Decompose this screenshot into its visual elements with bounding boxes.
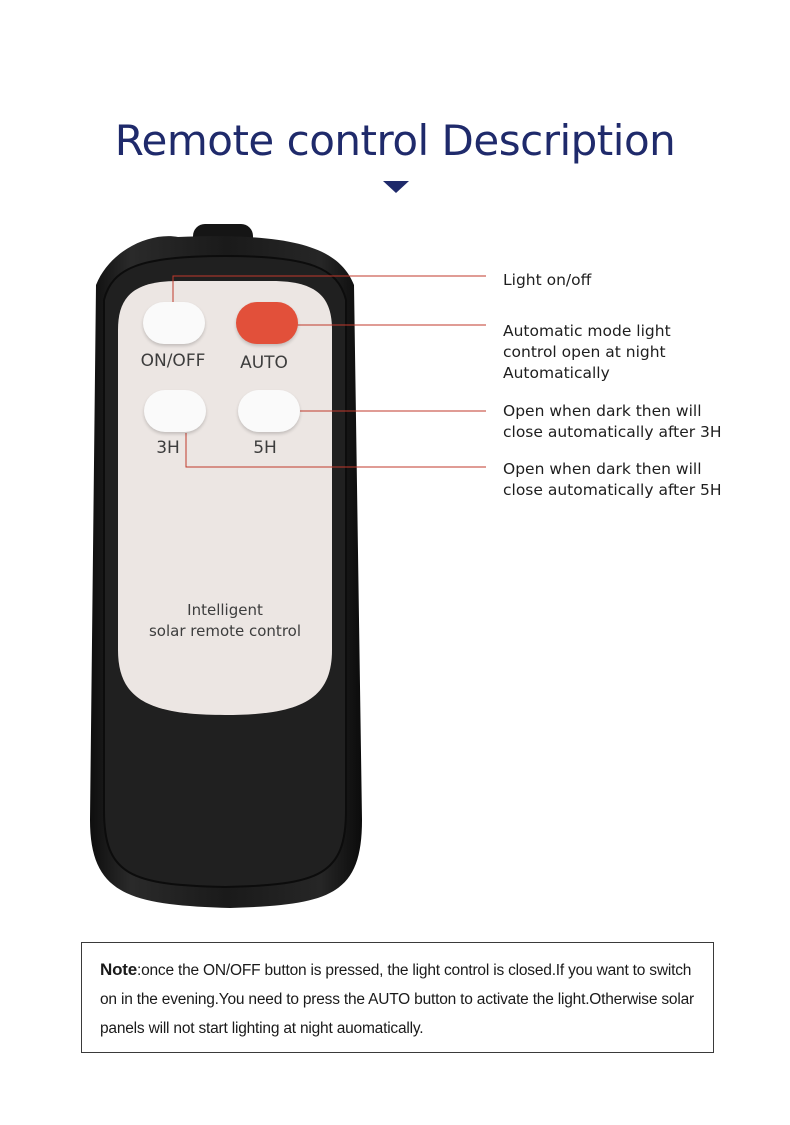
callout-auto-mode: Automatic mode light control open at night Automatically: [503, 322, 671, 382]
note-body: :once the ON/OFF button is pressed, the light control is closed.If you want to switch on in the evening.You need to press the AUTO button to activate the light.Otherwise solar panels will not start lighting at night auomatically.: [100, 962, 694, 1037]
callout-3h: Open when dark then will close automatically after 3H: [503, 402, 722, 441]
brand-line-2: solar remote control: [148, 622, 301, 640]
page-title: Remote control Description: [114, 116, 676, 165]
callout-light-on-off: Light on/off: [503, 271, 592, 289]
face-plate: [118, 281, 332, 715]
note-text: [100, 955, 705, 1043]
3h-button[interactable]: [144, 390, 206, 432]
5h-label: 5H: [253, 438, 277, 458]
5h-button[interactable]: [238, 390, 300, 432]
auto-label: AUTO: [240, 353, 288, 373]
on-off-button[interactable]: [143, 302, 205, 344]
brand-line-1: Intelligent: [187, 601, 263, 619]
auto-button[interactable]: [236, 302, 298, 344]
note-label: Note: [100, 960, 137, 979]
callout-5h: Open when dark then will close automatically after 5H: [503, 460, 722, 499]
note-box: [81, 942, 714, 1053]
3h-label: 3H: [156, 438, 180, 458]
on-off-label: ON/OFF: [140, 351, 206, 371]
